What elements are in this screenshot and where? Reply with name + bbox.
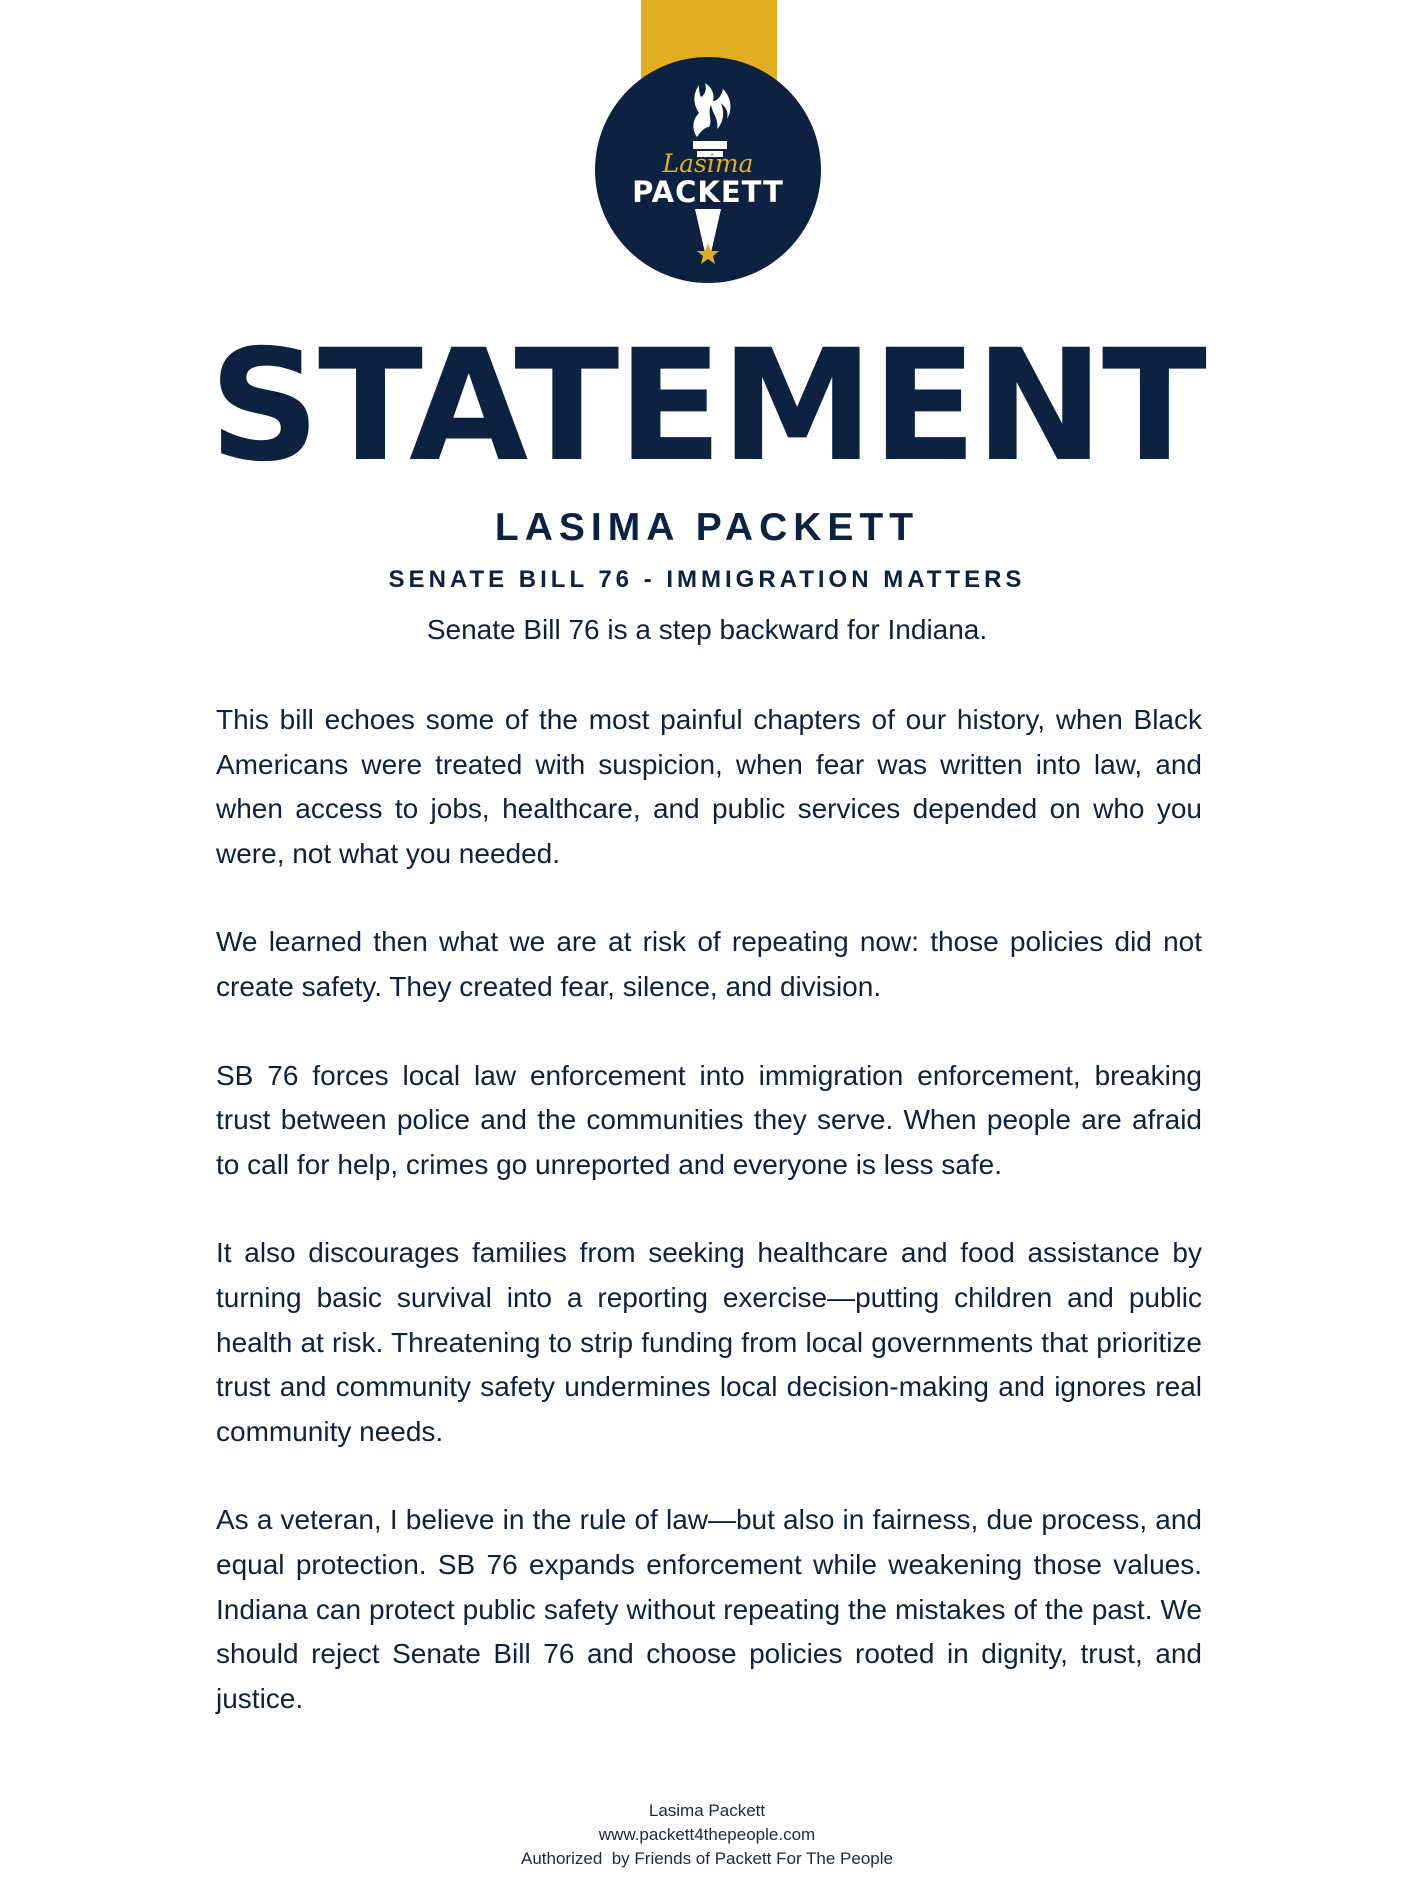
flame-shape — [693, 83, 730, 137]
footer — [0, 1799, 1414, 1871]
body-paragraph: As a veteran, I believe in the rule of law—but also in fairness, due process, and equal protection. SB 76 expands enforcement while weakening those values. Indiana can protect public safety without repeating the mistakes of the past. We should reject Senate Bill 76 and choose policies rooted in dignity, trust, and justice. — [216, 1504, 1202, 1714]
body-paragraph: SB 76 forces local law enforcement into immigration enforcement, breaking trust between police and the communities they serve. When people are afraid to call for help, crimes go unreported and everyone is less safe. — [216, 1059, 1202, 1180]
logo-script-name: Lasima — [662, 149, 754, 178]
gold-star — [697, 243, 719, 264]
footer-website: www.packett4thepeople.com — [598, 1825, 816, 1844]
lead-sentence: Senate Bill 76 is a step backward for Indiana. — [426, 614, 988, 645]
footer-name: Lasima Packett — [648, 1801, 766, 1820]
footer-authorization: Authorized by Friends of Packett For The People — [521, 1849, 893, 1868]
body-paragraph: We learned then what we are at risk of repeating now: those policies did not create safety. They created fear, silence, and division. — [216, 926, 1202, 1002]
body-paragraph: This bill echoes some of the most painful chapters of our history, when Black Americans were treated with suspicion, when fear was written into law, and when access to jobs, healthcare, and public services depended on who you were, not what you needed. — [216, 704, 1202, 869]
body-paragraph: It also discourages families from seeking healthcare and food assistance by turning basic survival into a reporting exercise—putting children and public health at risk. Threatening to strip funding from local governments that prioritize trust and community safety undermines local decision-making and ignores real community needs. — [216, 1237, 1202, 1447]
author-name: LASIMA PACKETT — [494, 506, 920, 549]
statement-body — [216, 698, 1202, 1765]
bill-title: SENATE BILL 76 - IMMIGRATION MATTERS — [388, 566, 1026, 593]
campaign-logo — [595, 57, 821, 283]
torch-cup-top — [693, 141, 727, 149]
statement-headline: STATEMENT — [209, 317, 1205, 496]
logo-name: PACKETT — [632, 175, 784, 209]
